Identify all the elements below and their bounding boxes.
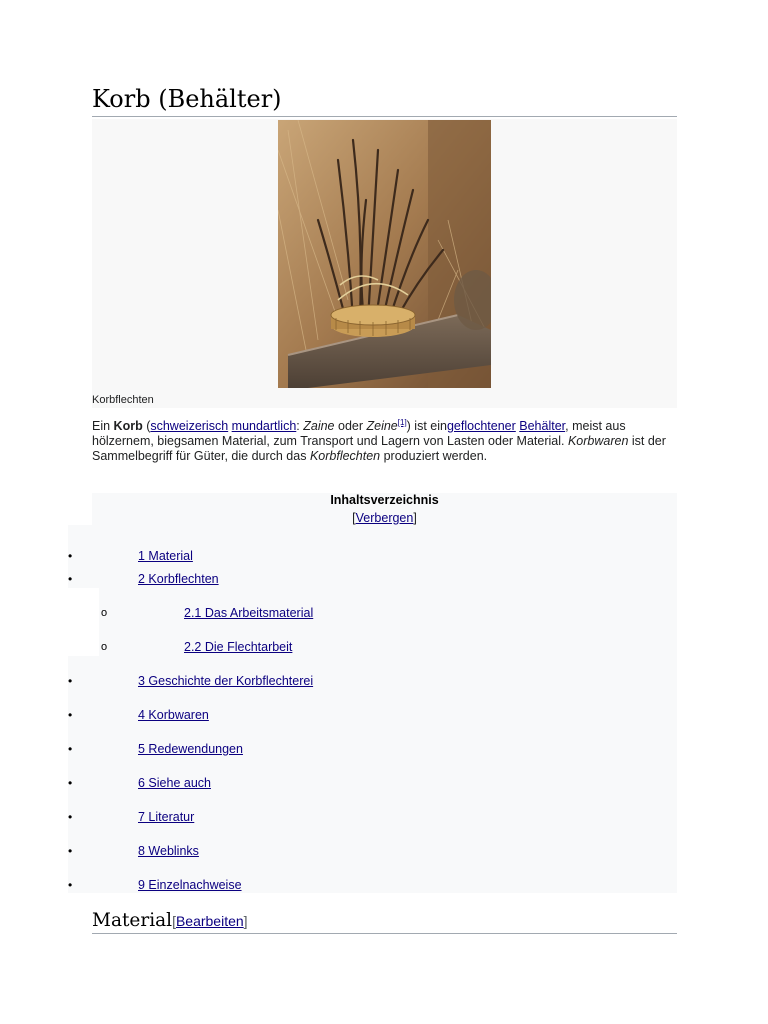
intro-text: ist der Sammelbegriff für Güter, die durch das	[92, 433, 666, 463]
link-geflochtener[interactable]: geflochtener	[446, 419, 516, 433]
page-title: Korb (Behälter)	[92, 85, 282, 113]
term-korbwaren: Korbwaren	[567, 433, 629, 448]
list-bullet: •	[68, 878, 73, 892]
list-bullet-hollow: o	[101, 641, 108, 653]
list-bullet: •	[68, 742, 73, 756]
intro-text: Ein	[92, 419, 114, 433]
edit-bracket: ]	[243, 913, 248, 929]
term-zaine: Zaine	[303, 419, 335, 433]
toc-item-literatur[interactable]: 7 Literatur	[138, 810, 195, 824]
toc-toggle-bracket: [	[352, 511, 356, 525]
toc-toggle	[92, 511, 677, 525]
toc-hide-button[interactable]: Verbergen	[355, 511, 414, 525]
edit-bracket: [	[172, 913, 176, 929]
toc-item-einzelnachweise[interactable]: 9 Einzelnachweise	[138, 878, 242, 892]
toc-item-korbflechten[interactable]: 2 Korbflechten	[138, 572, 219, 586]
bold-term: Korb	[113, 419, 143, 433]
edit-section-button[interactable]: Bearbeiten	[175, 913, 244, 929]
section-heading-text: Material	[92, 910, 173, 931]
toc-item-flechtarbeit[interactable]: 2.2 Die Flechtarbeit	[184, 640, 293, 654]
infobox-figure	[92, 119, 677, 408]
section-divider	[92, 933, 677, 934]
intro-text: (	[142, 419, 151, 433]
term-zeine: Zeine	[366, 419, 398, 433]
edit-section	[172, 913, 248, 929]
section-heading-material	[92, 909, 248, 933]
list-bullet: •	[68, 572, 73, 586]
toc-item-arbeitsmaterial[interactable]: 2.1 Das Arbeitsmaterial	[184, 606, 314, 620]
intro-paragraph	[92, 419, 677, 463]
toc-item-geschichte[interactable]: 3 Geschichte der Korbflechterei	[138, 674, 314, 688]
intro-text: ) ist ein	[406, 419, 447, 433]
list-bullet: •	[68, 776, 73, 790]
basket-weaving-photo[interactable]	[278, 120, 491, 388]
list-bullet: •	[68, 708, 73, 722]
link-behaelter[interactable]: Behälter	[519, 419, 566, 433]
toc-toggle-bracket: ]	[413, 511, 417, 525]
link-schweizerisch[interactable]: schweizerisch	[150, 419, 229, 433]
list-bullet: •	[68, 549, 73, 563]
intro-text: :	[296, 419, 304, 433]
term-korbflechten: Korbflechten	[309, 448, 381, 463]
reference-link[interactable]: [1]	[397, 417, 407, 427]
toc-item-korbwaren[interactable]: 4 Korbwaren	[138, 708, 209, 722]
title-divider	[92, 116, 677, 117]
toc-subsection-margin	[68, 588, 99, 656]
list-bullet: •	[68, 844, 73, 858]
list-bullet: •	[68, 810, 73, 824]
intro-text: , meist aus hölzernem, biegsamen Material, zum Transport und Lagern von Lasten oder Material.	[92, 419, 626, 448]
list-bullet: •	[68, 674, 73, 688]
toc-item-siehe-auch[interactable]: 6 Siehe auch	[138, 776, 211, 790]
intro-text: produziert werden.	[380, 448, 488, 463]
toc-item-material[interactable]: 1 Material	[138, 549, 193, 563]
toc-item-weblinks[interactable]: 8 Weblinks	[138, 844, 199, 858]
toc-item-redewendungen[interactable]: 5 Redewendungen	[138, 742, 243, 756]
toc-title: Inhaltsverzeichnis	[330, 493, 439, 507]
link-mundartlich[interactable]: mundartlich	[231, 419, 297, 433]
intro-text: oder	[334, 419, 367, 433]
figure-caption: Korbflechten	[92, 394, 154, 406]
list-bullet-hollow: o	[101, 607, 108, 619]
